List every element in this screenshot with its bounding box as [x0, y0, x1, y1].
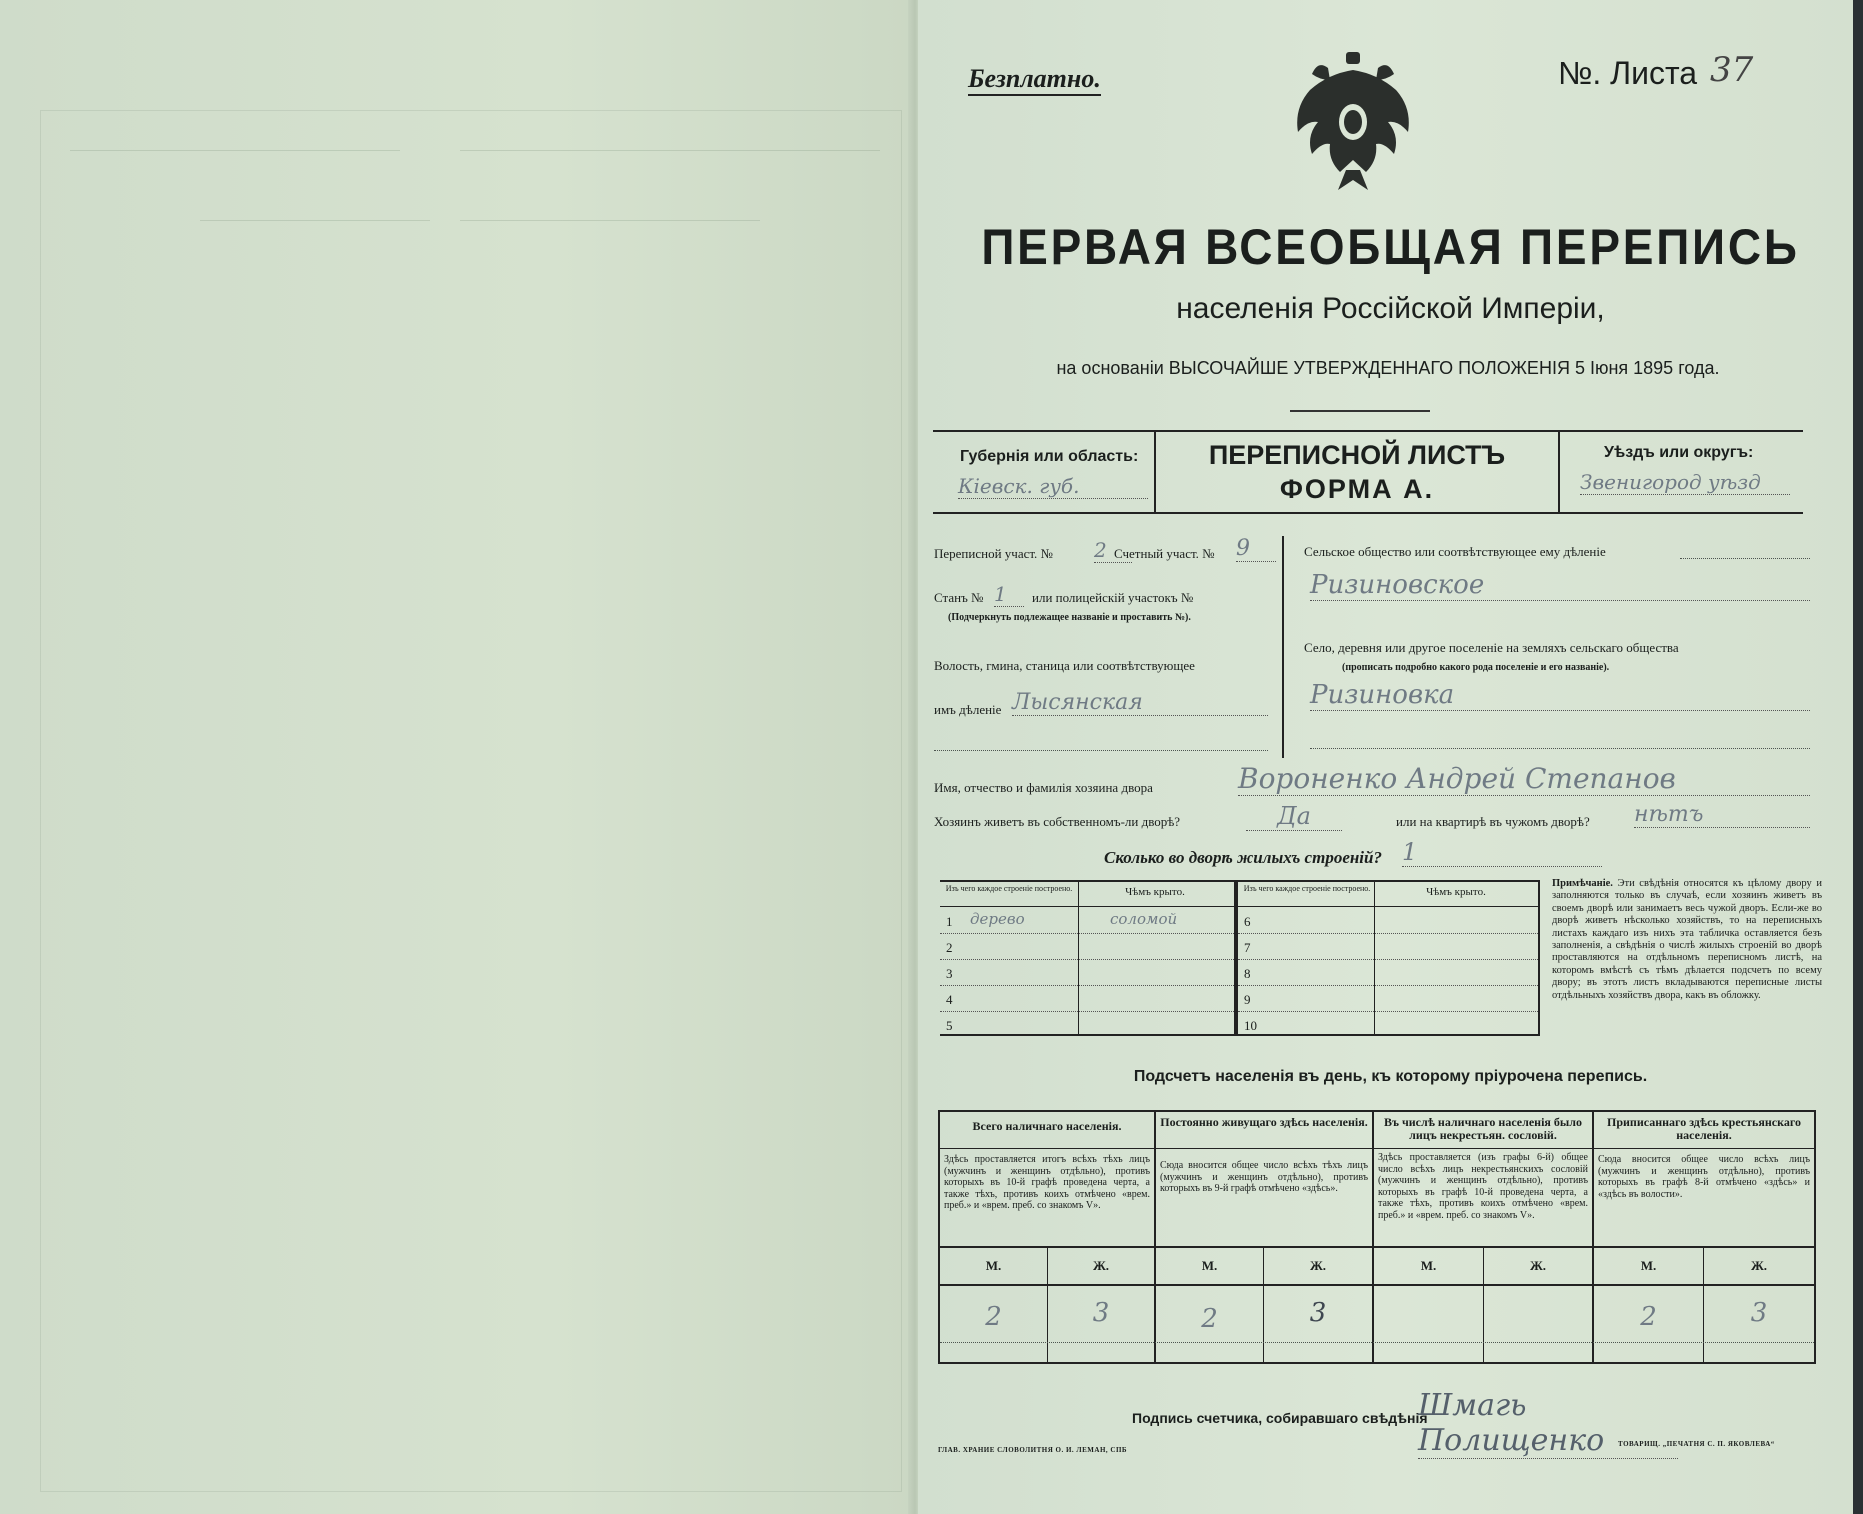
- count-col-head: Постоянно живущаго здѣсь населенія.: [1160, 1115, 1368, 1129]
- table-row: [1238, 908, 1538, 934]
- province-label: Губернія или область:: [960, 448, 1139, 465]
- table-row: [940, 908, 1234, 934]
- village-value[interactable]: Ризиновка: [1310, 680, 1810, 711]
- banner-divider: [1154, 432, 1156, 512]
- volost-label: Волость, гмина, станица или соотвѣтствующее: [934, 658, 1195, 673]
- note-label: Примѣчаніе.: [1552, 878, 1613, 889]
- count-value-zh[interactable]: 3: [1750, 1298, 1768, 1328]
- col-header-material: Изъ чего каждое строеніе построено.: [1243, 884, 1371, 893]
- rent-value[interactable]: нѣтъ: [1634, 802, 1810, 828]
- m-label: М.: [1640, 1258, 1657, 1273]
- count-value-m[interactable]: 2: [1640, 1302, 1657, 1332]
- stan-value[interactable]: 1: [994, 582, 1024, 607]
- stan-label: Станъ №: [934, 590, 984, 605]
- page-subtitle: населенія Россійской Имперіи,: [1176, 292, 1605, 325]
- count-col-head: Всего наличнаго населенія.: [972, 1119, 1122, 1133]
- buildings-label: Сколько во дворѣ жилыхъ строеній?: [1104, 848, 1382, 867]
- count-col-desc: Здѣсь проставляется итогъ всѣхъ тѣхъ лицъ (мужчинъ и женщинъ отдѣльно), противъ которыхъ въ 10-й графѣ проведена черта, а также тѣхъ, противъ коихъ отмѣчено «врем. преб.» и «врем. преб. со знакомъ V».: [944, 1154, 1150, 1211]
- right-page: [918, 0, 1863, 1514]
- col-header-roof: Чѣмъ крыто.: [1426, 886, 1486, 898]
- m-label: М.: [1201, 1258, 1218, 1273]
- banner-top-rule: [933, 430, 1803, 432]
- count-dotted-line: [940, 1342, 1814, 1343]
- census-district-value[interactable]: 2: [1094, 538, 1132, 563]
- volost-value[interactable]: Лысянская: [1012, 690, 1268, 716]
- row-number: 5: [946, 1018, 953, 1033]
- printer-left: ГЛАВ. ХРАНИЕ СЛОВОЛИТНЯ О. И. ЛЕМАН, СПБ: [938, 1446, 1128, 1454]
- right-rows: [1238, 908, 1538, 1037]
- table-row: [1238, 934, 1538, 960]
- sheet-number-value: 37: [1710, 50, 1754, 90]
- count-col-head: Приписаннаго здѣсь крестьянскаго населенія.: [1607, 1115, 1801, 1142]
- society-value[interactable]: Ризиновское: [1310, 570, 1810, 601]
- m-label: М.: [985, 1258, 1002, 1273]
- zh-label: Ж.: [1750, 1258, 1768, 1273]
- population-count-table: [938, 1110, 1816, 1364]
- count-value-m[interactable]: 2: [985, 1302, 1002, 1332]
- left-rows: [940, 908, 1234, 1037]
- row-number: 4: [946, 992, 953, 1007]
- own-yard-label: Хозяинъ живетъ въ собственномъ-ли дворѣ?: [934, 814, 1181, 829]
- sheet-number-label: №. Листа: [1558, 55, 1698, 91]
- row-number: 1: [946, 914, 953, 929]
- table-divider: [1538, 880, 1540, 1036]
- row-number: 10: [1244, 1018, 1257, 1033]
- police-district-label: или полицейскій участокъ №: [1032, 590, 1194, 605]
- district-value[interactable]: Звенигород уѣзд: [1580, 470, 1790, 495]
- zh-label: Ж.: [1092, 1258, 1110, 1273]
- blank-line: [1310, 748, 1810, 749]
- row-number: 6: [1244, 914, 1251, 929]
- table-rule: [940, 906, 1540, 907]
- zh-label: Ж.: [1529, 1258, 1547, 1273]
- bleed-through-form: [40, 110, 902, 1492]
- legal-basis: на основаніи ВЫСОЧАЙШЕ УТВЕРЖДЕННАГО ПОЛОЖЕНІЯ 5 Іюня 1895 года.: [1056, 358, 1720, 378]
- double-headed-eagle-icon: [1288, 50, 1418, 195]
- page-edge: [1853, 0, 1863, 1514]
- zh-label: Ж.: [1309, 1258, 1327, 1273]
- owner-label: Имя, отчество и фамилія хозяина двора: [934, 780, 1153, 795]
- col-header-roof: Чѣмъ крыто.: [1125, 886, 1185, 898]
- table-row: [940, 934, 1234, 960]
- buildings-value[interactable]: 1: [1402, 838, 1602, 867]
- banner-divider: [1558, 432, 1560, 512]
- table-rule: [940, 880, 1540, 882]
- ghost-line: [460, 150, 880, 151]
- m-label: М.: [1420, 1258, 1437, 1273]
- ornament-divider: [1290, 410, 1430, 412]
- own-yard-value[interactable]: Да: [1246, 802, 1342, 831]
- village-label: Село, деревня или другое поселеніе на земляхъ сельскаго общества: [1304, 640, 1679, 655]
- note: [1552, 878, 1822, 1002]
- row-number: 7: [1244, 940, 1251, 955]
- page-title: ПЕРВАЯ ВСЕОБЩАЯ ПЕРЕПИСЬ: [981, 219, 1800, 275]
- free-label: Безплатно.: [968, 64, 1101, 96]
- stan-note: (Подчеркнуть подлежащее названіе и проставить №).: [948, 612, 1191, 623]
- table-row: [940, 1012, 1234, 1037]
- census-district-label: Переписной участ. №: [934, 546, 1053, 561]
- count-divider: [1372, 1112, 1374, 1362]
- ghost-line: [200, 220, 430, 221]
- table-row: [940, 960, 1234, 986]
- table-row: [1238, 1012, 1538, 1037]
- table-row: [1238, 986, 1538, 1012]
- table-row: [1238, 960, 1538, 986]
- count-title: Подсчетъ населенія въ день, къ которому пріурочена перепись.: [1133, 1068, 1648, 1085]
- signature-value[interactable]: Шмагь Полищенко: [1418, 1388, 1678, 1459]
- form-title: ПЕРЕПИСНОЙ ЛИСТЪ: [1208, 440, 1506, 470]
- banner-bottom-rule: [933, 512, 1803, 514]
- column-divider: [1282, 536, 1284, 758]
- form-name: ФОРМА А.: [1279, 474, 1435, 504]
- blank-line: [934, 750, 1268, 751]
- society-label: Сельское общество или соотвѣтствующее ему дѣленіе: [1304, 544, 1606, 559]
- village-note: (прописать подробно какого рода поселеніе и его названіе).: [1342, 662, 1610, 673]
- count-rule: [940, 1284, 1814, 1286]
- count-rule: [940, 1148, 1814, 1149]
- row-number: 3: [946, 966, 953, 981]
- signature-label: Подпись счетчика, собиравшаго свѣдѣнія: [1132, 1410, 1428, 1426]
- row-material[interactable]: дерево: [970, 910, 1025, 928]
- district-label: Уѣздъ или округъ:: [1604, 444, 1754, 461]
- volost-label-2: имъ дѣленіе: [934, 702, 1002, 717]
- society-line: [1680, 558, 1810, 559]
- count-value-m[interactable]: 2: [1201, 1304, 1218, 1334]
- count-col-head: Въ числѣ наличнаго населенія было лицъ некрестьян. сословій.: [1383, 1115, 1583, 1142]
- count-rule: [940, 1246, 1814, 1248]
- row-number: 8: [1244, 966, 1251, 981]
- owner-value[interactable]: Вороненко Андрей Степанов: [1238, 762, 1810, 796]
- rent-label: или на квартирѣ въ чужомъ дворѣ?: [1396, 814, 1590, 829]
- printer-right: ТОВАРИЩ. „ПЕЧАТНЯ С. П. ЯКОВЛЕВА“: [1618, 1440, 1775, 1448]
- count-value-zh[interactable]: 3: [1309, 1298, 1327, 1328]
- row-number: 2: [946, 940, 953, 955]
- col-header-material: Изъ чего каждое строеніе построено.: [945, 884, 1073, 893]
- province-value[interactable]: Кіевск. губ.: [958, 474, 1148, 499]
- ghost-line: [70, 150, 400, 151]
- note-text: Эти свѣдѣнія относятся къ цѣлому двору и заполняются только въ случаѣ, если хозяинъ живетъ въ своемъ дворѣ или занимаетъ весь чужой дворъ. Если-же во дворѣ живетъ нѣсколько хозяйствъ, то на переписныхъ листахъ каждаго изъ нихъ эта табличка оставляется безъ заполненія, а свѣдѣнія о числѣ жилыхъ строеній во дворѣ проставляются на отдѣльномъ переписномъ листѣ, на которомъ вмѣстѣ съ тѣмъ дѣлается подсчетъ по всему двору; въ этотъ листъ вкладываются переписные листы отдѣльныхъ хозяйствъ двора, какъ въ обложку.: [1552, 878, 1823, 1001]
- table-row: [940, 986, 1234, 1012]
- row-roof[interactable]: соломой: [1110, 910, 1178, 928]
- count-col-desc: Здѣсь проставляется (изъ графы 6-й) общее число всѣхъ лицъ некрестьянскихъ сословій (мужчинъ и женщинъ отдѣльно), противъ которыхъ въ графѣ 10-й проведена черта, а также тѣхъ, противъ коихъ отмѣчено «врем. преб.» и «врем. преб. со знакомъ V».: [1378, 1152, 1588, 1221]
- count-col-desc: Сюда вносится общее число всѣхъ лицъ (мужчинъ и женщинъ отдѣльно), противъ которыхъ въ графѣ 8-й отмѣчено «здѣсь» и «здѣсь въ волости».: [1598, 1154, 1810, 1200]
- count-district-value[interactable]: 9: [1236, 536, 1276, 562]
- count-district-label: Счетный участ. №: [1114, 546, 1215, 561]
- buildings-table: [940, 880, 1540, 1036]
- ghost-line: [460, 220, 760, 221]
- left-page: [0, 0, 915, 1514]
- row-number: 9: [1244, 992, 1251, 1007]
- count-col-desc: Сюда вносится общее число всѣхъ тѣхъ лицъ (мужчинъ и женщинъ отдѣльно), противъ которыхъ въ 9-й графѣ отмѣчено «здѣсь».: [1160, 1160, 1368, 1194]
- count-value-zh[interactable]: 3: [1092, 1298, 1110, 1328]
